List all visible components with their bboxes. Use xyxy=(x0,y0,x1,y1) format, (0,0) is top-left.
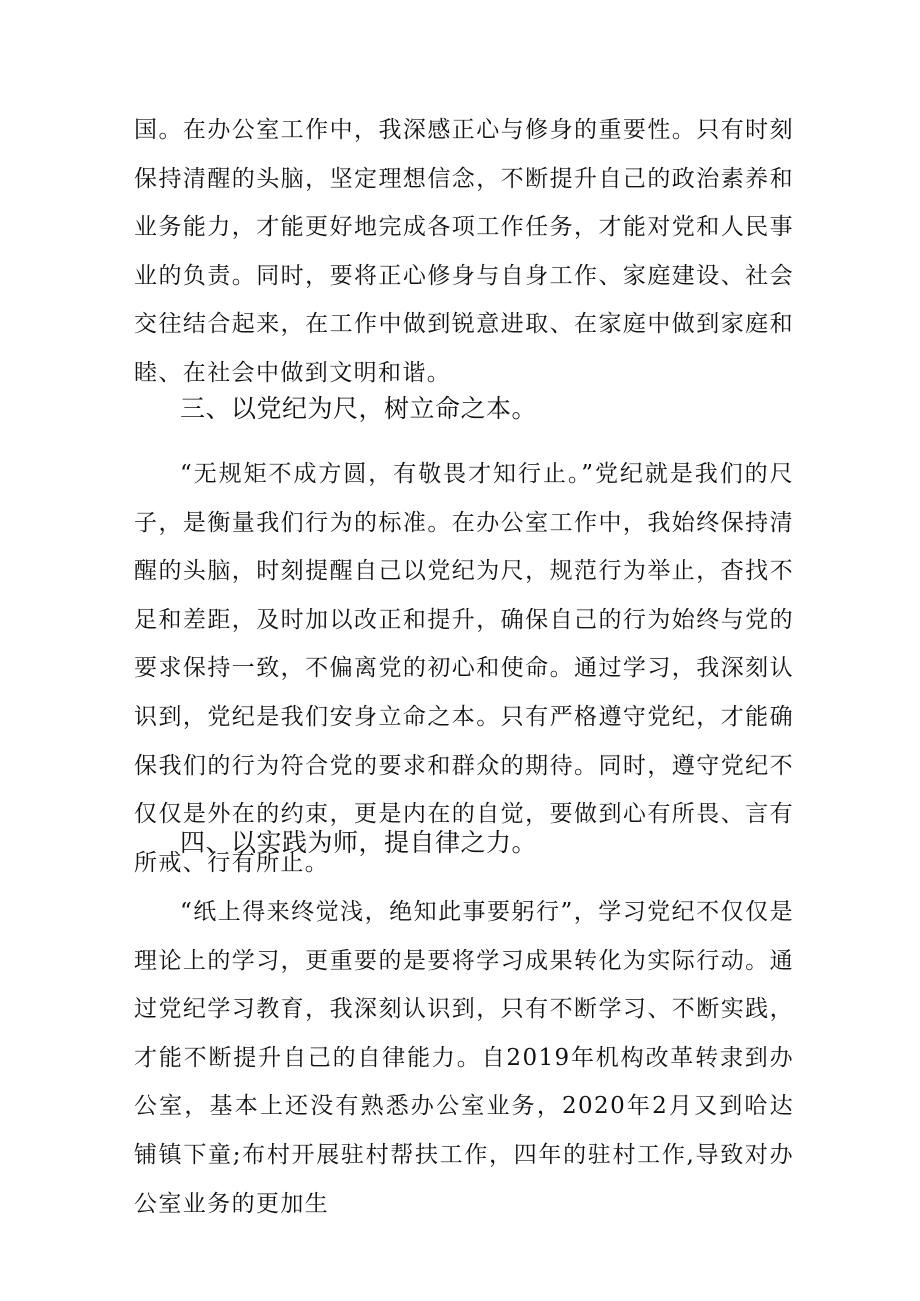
paragraph-3: “纸上得来终觉浅，绝知此事要躬行”，学习党纪不仅仅是理论上的学习，更重要的是要将学习成果转化为实际行动。通过党纪学习教育，我深刻认识到，只有不断学习、不断实践，才能不断提升自己的自律能力。自2019年机构改革转隶到办公室，基本上还没有熟悉办公室业务，2020年2月又到哈达铺镇下童;布村开展驻村帮扶工作，四年的驻村工作,导致对办公室业务的更加生 xyxy=(134,899,794,1217)
paragraph-2: “无规矩不成方圆，有敬畏才知行止。”党纪就是我们的尺子，是衡量我们行为的标准。在办公室工作中，我始终保持清醒的头脑，时刻提醒自己以党纪为尺，规范行为举止，杳找不足和差距，及时加以改正和提升，确保自己的行为始终与党的要求保持一致，不偏离党的初心和使命。通过学习，我深刻认识到，党纪是我们安身立命之本。只有严格遵守党纪，才能确保我们的行为符合党的要求和群众的期待。同时，遵守党纪不仅仅是外在的约束，更是内在的自觉，要做到心有所畏、言有所戒、行有所止。 xyxy=(134,461,794,876)
section-heading-3: 三、以党纪为尺，树立命之本。 xyxy=(180,394,538,423)
section-heading-4: 四、以实践为师，提自律之力。 xyxy=(180,828,538,857)
paragraph-1: 国。在办公室工作中，我深感正心与修身的重要性。只有时刻保持清醒的头脑，坚定理想信念，不断提升自己的政治素养和业务能力，才能更好地完成各项工作任务，才能对党和人民事业的负责。同时，要将正心修身与自身工作、家庭建设、社会交往结合起来，在工作中做到锐意进取、在家庭中做到家庭和睦、在社会中做到文明和谐。 xyxy=(134,117,794,386)
